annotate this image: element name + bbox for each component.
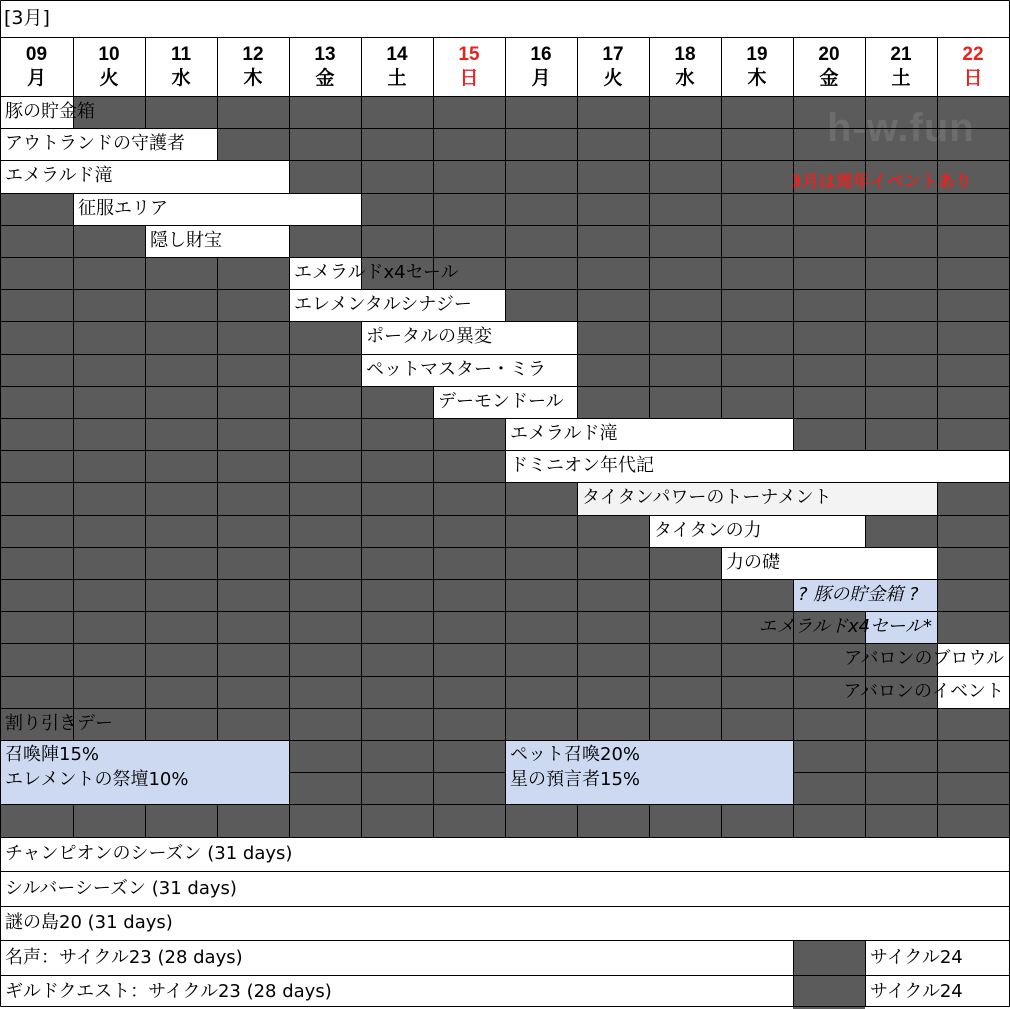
day-of-week: 金 xyxy=(819,67,839,89)
season-label: シルバーシーズン (31 days) xyxy=(5,878,237,899)
day-of-week: 土 xyxy=(891,67,911,89)
day-number: 10 xyxy=(98,43,120,65)
day-number: 14 xyxy=(386,43,408,65)
event-label: アウトランドの守護者 xyxy=(5,133,185,154)
event-label: ペット召喚20% xyxy=(510,744,641,765)
day-of-week: 土 xyxy=(387,67,407,89)
event-label: エメラルドx4セール* xyxy=(758,616,932,637)
event-label: 力の礎 xyxy=(726,552,780,573)
event-bar xyxy=(433,386,577,418)
event-bar xyxy=(0,708,113,740)
season-label: 名声：サイクル23 (28 days) xyxy=(5,947,243,968)
season-gap xyxy=(793,975,865,1009)
event-label: タイタンの力 xyxy=(654,520,762,541)
event-label: ? 豚の貯金箱 ? xyxy=(798,584,919,605)
event-label: アバロンのブロウル xyxy=(843,648,1004,669)
day-number: 17 xyxy=(602,43,624,65)
event-label: ドミニオン年代記 xyxy=(510,455,654,476)
event-label-line2: エレメントの祭壇10% xyxy=(5,769,189,790)
day-of-week: 木 xyxy=(243,67,263,89)
event-label: エレメンタルシナジー xyxy=(294,294,472,315)
event-bar xyxy=(145,225,289,257)
day-header xyxy=(0,37,73,96)
season-next-label: サイクル24 xyxy=(870,947,963,968)
event-bar xyxy=(73,193,361,225)
day-header xyxy=(289,37,361,96)
season-row xyxy=(0,940,793,975)
event-bar xyxy=(721,547,937,579)
watermark: h-w.fun xyxy=(827,106,975,150)
event-bar xyxy=(0,740,289,804)
event-label: 豚の貯金箱 xyxy=(5,101,95,122)
event-label: 征服エリア xyxy=(78,198,168,219)
event-bar xyxy=(0,160,289,193)
event-label: ペットマスター・ミラ xyxy=(366,359,546,380)
event-bar xyxy=(361,321,577,354)
event-bar xyxy=(505,740,793,804)
event-bar xyxy=(577,482,937,515)
day-of-week: 木 xyxy=(747,67,767,89)
day-of-week: 火 xyxy=(99,67,119,89)
event-bar xyxy=(843,643,1009,676)
event-bar xyxy=(0,128,217,160)
day-number: 16 xyxy=(530,43,552,65)
event-label: 召喚陣15% xyxy=(5,744,100,765)
day-number: 12 xyxy=(242,43,264,65)
event-label-line2: 星の預言者15% xyxy=(510,769,641,790)
event-bar xyxy=(289,289,505,321)
season-row xyxy=(0,837,1009,871)
event-label: エメラルド滝 xyxy=(510,423,618,444)
event-label: 割り引きデー xyxy=(5,713,113,734)
day-header xyxy=(937,37,1009,96)
day-number: 13 xyxy=(314,43,336,65)
season-row xyxy=(0,906,1009,940)
event-bar xyxy=(649,515,865,547)
event-bar xyxy=(758,611,937,643)
day-of-week: 月 xyxy=(26,67,46,89)
day-number: 11 xyxy=(170,43,192,65)
season-next-cycle xyxy=(865,975,1009,1009)
season-row xyxy=(0,871,1009,906)
season-label: チャンピオンのシーズン (31 days) xyxy=(5,843,293,864)
day-number: 09 xyxy=(25,43,48,65)
season-next-cycle xyxy=(865,940,1009,975)
day-number: 20 xyxy=(818,43,840,65)
event-label: 隠し財宝 xyxy=(150,230,222,251)
event-label: エメラルド滝 xyxy=(5,165,113,186)
day-of-week: 日 xyxy=(963,67,983,89)
day-header xyxy=(577,37,649,96)
event-bar xyxy=(505,418,793,450)
day-header xyxy=(721,37,793,96)
day-of-week: 水 xyxy=(675,67,695,89)
event-label: タイタンパワーのトーナメント xyxy=(582,487,832,508)
event-bar xyxy=(361,354,577,386)
day-header xyxy=(145,37,217,96)
season-row xyxy=(0,975,793,1009)
day-header xyxy=(361,37,433,96)
day-of-week: 水 xyxy=(171,67,191,89)
event-label: アバロンのイベント xyxy=(843,681,1004,702)
day-number: 21 xyxy=(890,43,912,65)
event-bar xyxy=(0,96,95,128)
anniversary-notice: 3月は周年イベントあり xyxy=(790,172,972,192)
event-bar xyxy=(793,579,937,611)
event-bar xyxy=(289,257,459,289)
day-of-week: 金 xyxy=(315,67,335,89)
day-of-week: 月 xyxy=(531,67,551,89)
day-header xyxy=(649,37,721,96)
event-bar xyxy=(843,676,1009,708)
day-number: 19 xyxy=(746,43,768,65)
day-header xyxy=(433,37,505,96)
event-bar xyxy=(505,450,1009,482)
day-header xyxy=(793,37,865,96)
day-of-week: 火 xyxy=(603,67,623,89)
day-number: 22 xyxy=(962,43,984,65)
day-header xyxy=(865,37,937,96)
event-label: ポータルの異変 xyxy=(366,326,492,347)
event-label: エメラルドx4セール xyxy=(294,262,459,283)
season-next-label: サイクル24 xyxy=(870,981,963,1002)
day-header xyxy=(73,37,145,96)
day-number: 15 xyxy=(458,43,480,65)
day-header xyxy=(505,37,577,96)
season-label: 謎の島20 (31 days) xyxy=(5,912,173,933)
day-of-week: 日 xyxy=(459,67,479,89)
month-title: [3月] xyxy=(4,7,50,29)
day-number: 18 xyxy=(674,43,696,65)
day-header xyxy=(217,37,289,96)
season-label: ギルドクエスト：サイクル23 (28 days) xyxy=(5,981,332,1002)
event-label: デーモンドール xyxy=(438,391,564,412)
season-gap xyxy=(793,940,865,975)
